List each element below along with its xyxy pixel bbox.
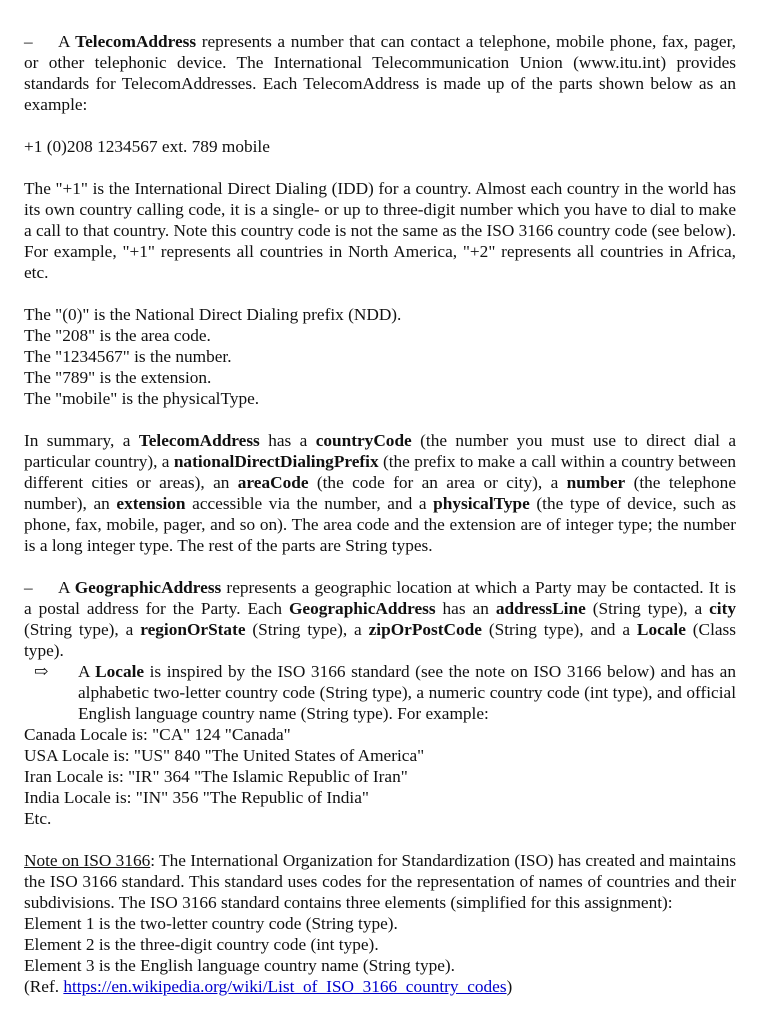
term: Locale	[636, 620, 686, 639]
term: regionOrState	[140, 620, 246, 639]
term: zipOrPostCode	[368, 620, 482, 639]
iso-note	[24, 850, 736, 913]
locale-example: India Locale is: "IN" 356 "The Republic of India"	[24, 788, 369, 807]
term: city	[709, 599, 736, 618]
document-body	[24, 0, 736, 997]
summary-paragraph	[24, 430, 736, 556]
term: TelecomAddress	[138, 431, 260, 450]
dash-bullet: –	[24, 32, 33, 51]
note-label: Note on ISO 3166	[24, 851, 151, 870]
text: (the telephone number), an	[24, 473, 736, 513]
text: A	[58, 32, 76, 51]
locale-bullet	[24, 661, 736, 724]
text: (the type of device, such as phone, fax, mobile, pager, and so on). The area code and the extension are of integer type; the number is a long integer type. The rest of the parts are String types.	[24, 494, 736, 555]
iso-element: Element 3 is the English language country name (String type).	[24, 956, 455, 975]
text: (the code for an area or city), a	[308, 473, 567, 492]
term: addressLine	[495, 599, 586, 618]
term: countryCode	[315, 431, 412, 450]
locale-example: Canada Locale is: "CA" 124 "Canada"	[24, 725, 291, 744]
geo-paragraph	[24, 577, 736, 661]
iso-element: Element 1 is the two-letter country code (String type).	[24, 914, 398, 933]
wikipedia-link[interactable]: https://en.wikipedia.org/wiki/List_of_ISO_3166_country_codes	[63, 977, 507, 996]
dash-bullet: –	[24, 578, 33, 597]
part-line: The "1234567" is the number.	[24, 347, 232, 366]
idd-paragraph: The "+1" is the International Direct Dialing (IDD) for a country. Almost each country in the world has its own country calling code, it is a single- or up to three-digit number which you have to dial to make a call to that country. Note this country code is not the same as the ISO 3166 country code (see below). For example, "+1" represents all countries in North America, "+2" represents all countries in Africa, etc.	[24, 179, 737, 282]
reference-line	[24, 976, 736, 997]
part-line: The "208" is the area code.	[24, 326, 211, 345]
text: (the number you must use to direct dial a particular country), a	[24, 431, 736, 471]
locale-example: USA Locale is: "US" 840 "The United States of America"	[24, 746, 425, 765]
part-line: The "mobile" is the physicalType.	[24, 389, 260, 408]
text: A	[78, 662, 96, 681]
iso-element: Element 2 is the three-digit country code (int type).	[24, 935, 379, 954]
part-line: The "(0)" is the National Direct Dialing prefix (NDD).	[24, 305, 402, 324]
term: number	[566, 473, 626, 492]
term: GeographicAddress	[74, 578, 222, 597]
text: (String type), a	[585, 599, 710, 618]
arrow-icon: ⇨	[34, 662, 49, 681]
text: represents a number that can contact a telephone, mobile phone, fax, pager, or other telephonic device. The International Telecommunication Union (www.itu.int) provides standards for TelecomAddresses. Each TelecomAddress is made up of the parts shown below as an example:	[24, 32, 736, 114]
term: physicalType	[433, 494, 530, 513]
text: is inspired by the ISO 3166 standard (see the note on ISO 3166 below) and has an alphabetic two-letter country code (String type), a numeric country code (int type), and official English language country name (String type). For example:	[78, 662, 736, 723]
text: has a	[259, 431, 316, 450]
text: (String type), a	[245, 620, 369, 639]
term: extension	[116, 494, 186, 513]
text: (String type), and a	[481, 620, 637, 639]
text: (Ref.	[24, 977, 64, 996]
text: (Class type).	[24, 620, 736, 660]
term: nationalDirectDialingPrefix	[173, 452, 379, 471]
term: areaCode	[237, 473, 309, 492]
locale-example: Etc.	[24, 809, 52, 828]
term: GeographicAddress	[288, 599, 436, 618]
text: : The International Organization for Standardization (ISO) has created and maintains the ISO 3166 standard. This standard uses codes for the representation of names of countries and their subdivisions. The ISO 3166 standard contains three elements (simplified for this assignment):	[24, 851, 737, 912]
telecom-intro	[24, 31, 736, 115]
text: In summary, a	[24, 431, 139, 450]
text: )	[506, 977, 513, 996]
text: accessible via the number, and a	[185, 494, 434, 513]
text: (the prefix to make a call within a country between different cities or areas), an	[24, 452, 736, 492]
part-line: The "789" is the extension.	[24, 368, 212, 387]
text: has an	[435, 599, 496, 618]
text: represents a geographic location at which a Party may be contacted. It is a postal address for the Party. Each	[24, 578, 736, 618]
locale-example: Iran Locale is: "IR" 364 "The Islamic Republic of Iran"	[24, 767, 408, 786]
term-telecomaddress: TelecomAddress	[75, 32, 197, 51]
text: A	[58, 578, 75, 597]
text: (String type), a	[24, 620, 141, 639]
term: Locale	[95, 662, 145, 681]
telecom-example: +1 (0)208 1234567 ext. 789 mobile	[24, 137, 270, 156]
